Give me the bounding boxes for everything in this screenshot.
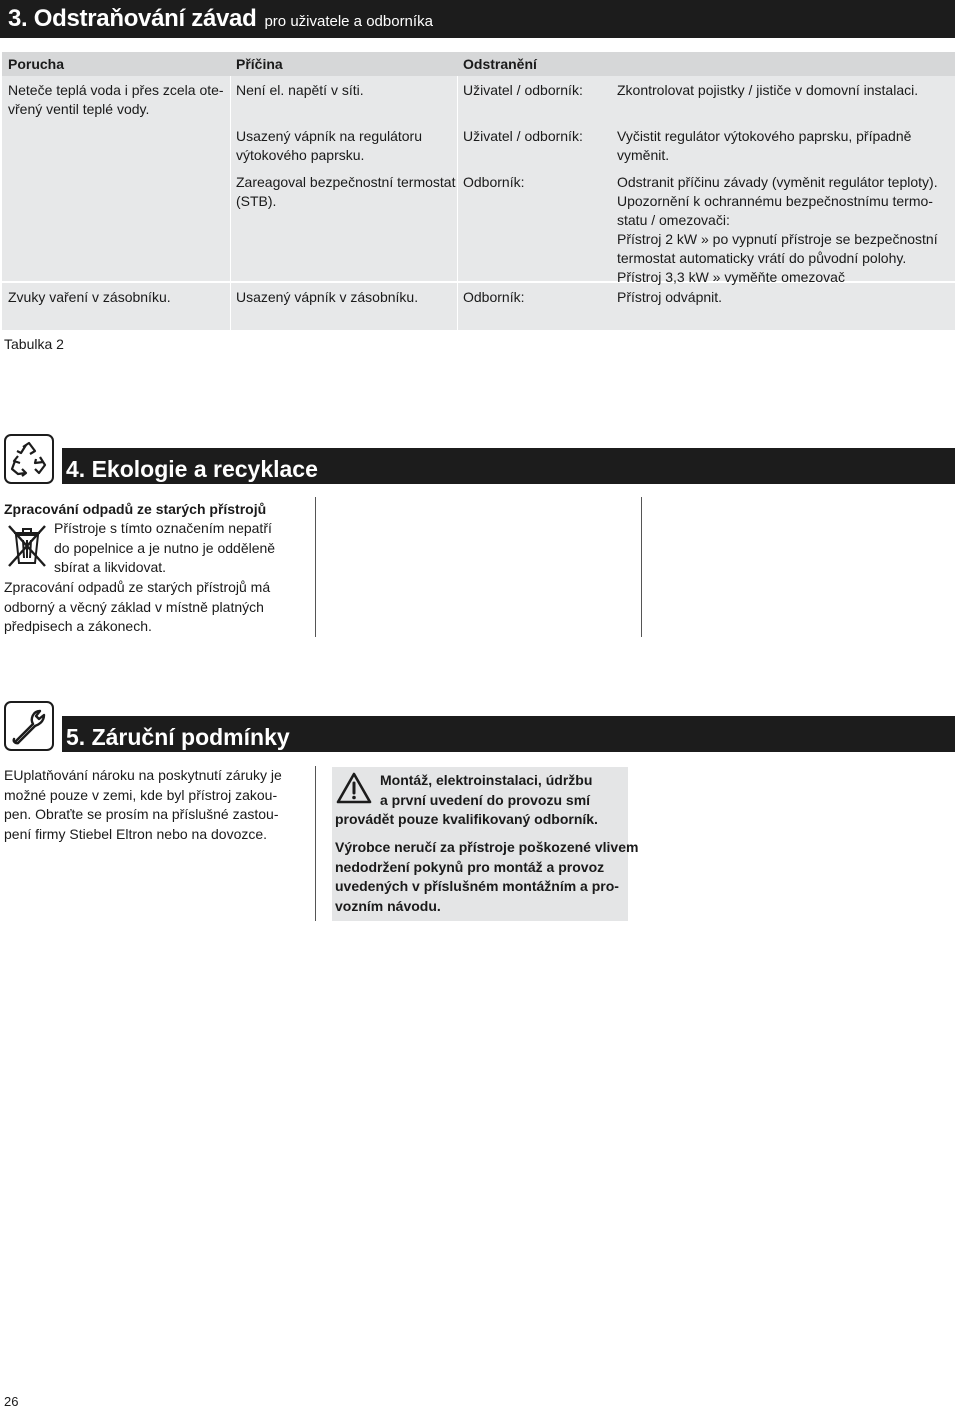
table-cell-remedy: Zkontrolovat pojistky / jističe v domovní instalaci. bbox=[617, 82, 919, 98]
table-cell-who: Odborník: bbox=[463, 289, 525, 305]
section-title: 3. Odstraňování závad bbox=[8, 5, 257, 32]
table-cell-fault: Neteče teplá voda i přes zcela ote- vřený ventil teplé vody. bbox=[8, 82, 224, 117]
table-cell-remedy: Vyčistit regulátor výtokového paprsku, případně vyměnit. bbox=[617, 128, 912, 163]
column-rule bbox=[315, 497, 316, 637]
table-cell-fault: Zvuky vaření v zásobníku. bbox=[8, 289, 171, 305]
table-cell-remedy: Přístroj odvápnit. bbox=[617, 289, 723, 305]
table-cell-cause: Usazený vápník v zásobníku. bbox=[236, 289, 419, 305]
section-subtitle: pro uživatele a odborníka bbox=[264, 12, 433, 30]
table-cell-cause: Zareagoval bezpečnostní termostat (STB). bbox=[236, 174, 456, 209]
section-title: 4. Ekologie a recyklace bbox=[66, 456, 318, 482]
table-cell-cause: Není el. napětí v síti. bbox=[236, 82, 364, 98]
table-cell-who: Odborník: bbox=[463, 174, 525, 190]
ecology-subheading: Zpracování odpadů ze starých přístrojů bbox=[4, 501, 267, 517]
ecology-paragraph: Zpracování odpadů ze starých přístrojů má odborný a věcný základ v místně platných předpisech a zákonech. bbox=[4, 579, 271, 634]
column-header-remedy: Odstranění bbox=[463, 56, 537, 72]
bin-notice-text: Přístroje s tímto označením nepatří do popelnice a je nutno je odděleně sbírat a likvidovat. bbox=[54, 520, 276, 575]
section-title: 5. Záruční podmínky bbox=[66, 724, 290, 750]
table-divider bbox=[230, 76, 231, 330]
recycle-icon bbox=[4, 434, 54, 484]
column-header-fault: Porucha bbox=[8, 56, 65, 72]
column-rule bbox=[315, 766, 316, 921]
page-number: 26 bbox=[4, 1394, 19, 1409]
table-divider bbox=[457, 76, 458, 330]
section-header-ecology bbox=[62, 448, 955, 484]
warning-box bbox=[332, 767, 639, 921]
column-rule bbox=[641, 497, 642, 637]
warning-heading: Montáž, elektroinstalaci, údržbu a první uvedení do provozu smí bbox=[380, 772, 593, 808]
table-cell-who: Uživatel / odborník: bbox=[463, 128, 583, 144]
troubleshooting-table bbox=[2, 52, 955, 330]
table-cell-cause: Usazený vápník na regulátoru výtokového paprsku. bbox=[236, 128, 422, 163]
column-header-cause: Příčina bbox=[236, 56, 283, 72]
warning-line: provádět pouze kvalifikovaný odborník. bbox=[335, 811, 598, 827]
warning-triangle-icon bbox=[336, 772, 372, 804]
crossed-bin-icon bbox=[6, 523, 48, 569]
table-caption: Tabulka 2 bbox=[4, 336, 64, 352]
section-header-warranty bbox=[62, 716, 955, 752]
warning-body: Výrobce neručí za přístroje poškozené vlivem nedodržení pokynů pro montáž a provoz uvedených v příslušném montážním a pro- vozním návodu. bbox=[335, 839, 639, 914]
section-header-troubleshooting bbox=[0, 0, 955, 38]
warranty-paragraph: EUplatňování nároku na poskytnutí záruky je možné pouze v zemi, kde byl přístroj zakou- pen. Obraťte se prosím na příslušné zastou- pení firmy Stiebel Eltron nebo na dovozce. bbox=[4, 767, 282, 842]
table-cell-who: Uživatel / odborník: bbox=[463, 82, 583, 98]
wrench-icon bbox=[4, 701, 54, 751]
table-cell-remedy: Odstranit příčinu závady (vyměnit regulátor teploty). Upozornění k ochrannému bezpečnostnímu termo- statu / omezovači: Přístroj 2 kW » po vypnutí přístroje se bezpečnostní termostat automaticky vrátí do původní polohy. Přístroj 3,3 kW » vyměňte omezovač bbox=[617, 174, 938, 285]
